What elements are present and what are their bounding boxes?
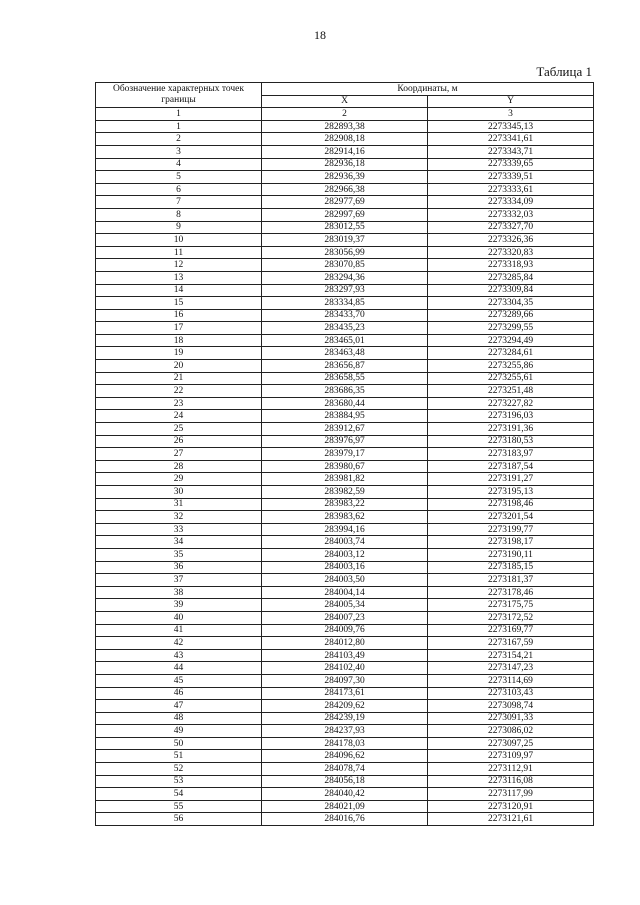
x-coordinate-cell: 284078,74 <box>262 763 428 776</box>
table-row <box>96 120 594 133</box>
point-number-cell: 27 <box>96 448 262 461</box>
table-row <box>96 599 594 612</box>
x-coordinate-cell: 283976,97 <box>262 435 428 448</box>
x-coordinate-cell: 284003,12 <box>262 548 428 561</box>
table-row <box>96 385 594 398</box>
table-row <box>96 586 594 599</box>
table-row <box>96 486 594 499</box>
point-number-cell: 41 <box>96 624 262 637</box>
x-coordinate-cell: 282908,18 <box>262 133 428 146</box>
point-number-cell: 25 <box>96 423 262 436</box>
y-coordinate-cell: 2273343,71 <box>428 145 594 158</box>
y-coordinate-cell: 2273181,37 <box>428 574 594 587</box>
x-coordinate-cell: 284096,62 <box>262 750 428 763</box>
y-coordinate-cell: 2273227,82 <box>428 397 594 410</box>
table-row <box>96 397 594 410</box>
coordinates-table <box>95 82 594 826</box>
x-coordinate-cell: 283680,44 <box>262 397 428 410</box>
table-row <box>96 347 594 360</box>
table-row <box>96 309 594 322</box>
point-number-cell: 8 <box>96 208 262 221</box>
table-row <box>96 523 594 536</box>
y-coordinate-cell: 2273294,49 <box>428 334 594 347</box>
y-coordinate-cell: 2273299,55 <box>428 322 594 335</box>
x-coordinate-cell: 284102,40 <box>262 662 428 675</box>
point-number-cell: 32 <box>96 511 262 524</box>
point-number-cell: 34 <box>96 536 262 549</box>
y-coordinate-cell: 2273154,21 <box>428 649 594 662</box>
y-coordinate-cell: 2273086,02 <box>428 725 594 738</box>
y-coordinate-cell: 2273109,97 <box>428 750 594 763</box>
table-row <box>96 133 594 146</box>
x-coordinate-cell: 283912,67 <box>262 423 428 436</box>
y-coordinate-cell: 2273112,91 <box>428 763 594 776</box>
table-caption: Таблица 1 <box>536 64 592 79</box>
point-number-cell: 31 <box>96 498 262 511</box>
point-number-cell: 18 <box>96 334 262 347</box>
x-coordinate-cell: 284021,09 <box>262 800 428 813</box>
y-coordinate-cell: 2273147,23 <box>428 662 594 675</box>
y-coordinate-cell: 2273116,08 <box>428 775 594 788</box>
point-number-cell: 35 <box>96 548 262 561</box>
y-coordinate-cell: 2273178,46 <box>428 586 594 599</box>
point-number-cell: 39 <box>96 599 262 612</box>
point-number-cell: 42 <box>96 637 262 650</box>
x-coordinate-cell: 283980,67 <box>262 460 428 473</box>
y-header: Y <box>428 95 594 108</box>
point-number-cell: 11 <box>96 246 262 259</box>
y-coordinate-cell: 2273180,53 <box>428 435 594 448</box>
table-row <box>96 498 594 511</box>
table-row <box>96 423 594 436</box>
table-row <box>96 410 594 423</box>
table-row <box>96 763 594 776</box>
point-number-cell: 6 <box>96 183 262 196</box>
y-coordinate-cell: 2273345,13 <box>428 120 594 133</box>
x-coordinate-cell: 282893,38 <box>262 120 428 133</box>
x-coordinate-cell: 282966,38 <box>262 183 428 196</box>
y-coordinate-cell: 2273255,86 <box>428 360 594 373</box>
point-number-cell: 2 <box>96 133 262 146</box>
y-coordinate-cell: 2273097,25 <box>428 737 594 750</box>
table-row <box>96 259 594 272</box>
table-row <box>96 561 594 574</box>
point-number-cell: 10 <box>96 234 262 247</box>
y-coordinate-cell: 2273191,36 <box>428 423 594 436</box>
point-number-cell: 24 <box>96 410 262 423</box>
y-coordinate-cell: 2273255,61 <box>428 372 594 385</box>
y-coordinate-cell: 2273341,61 <box>428 133 594 146</box>
point-number-cell: 13 <box>96 271 262 284</box>
table-row <box>96 473 594 486</box>
x-coordinate-cell: 282997,69 <box>262 208 428 221</box>
x-coordinate-cell: 284173,61 <box>262 687 428 700</box>
table-row <box>96 662 594 675</box>
x-header: X <box>262 95 428 108</box>
y-coordinate-cell: 2273191,27 <box>428 473 594 486</box>
table-row <box>96 548 594 561</box>
y-coordinate-cell: 2273185,15 <box>428 561 594 574</box>
x-coordinate-cell: 282977,69 <box>262 196 428 209</box>
y-coordinate-cell: 2273320,83 <box>428 246 594 259</box>
y-coordinate-cell: 2273201,54 <box>428 511 594 524</box>
y-coordinate-cell: 2273198,46 <box>428 498 594 511</box>
x-coordinate-cell: 284003,50 <box>262 574 428 587</box>
table-row <box>96 737 594 750</box>
point-designation-header: Обозначение характерных точек границы <box>96 83 262 108</box>
x-coordinate-cell: 284040,42 <box>262 788 428 801</box>
y-coordinate-cell: 2273318,93 <box>428 259 594 272</box>
point-number-cell: 23 <box>96 397 262 410</box>
y-coordinate-cell: 2273304,35 <box>428 297 594 310</box>
x-coordinate-cell: 283012,55 <box>262 221 428 234</box>
point-number-cell: 52 <box>96 763 262 776</box>
point-number-cell: 15 <box>96 297 262 310</box>
header-row-1 <box>96 83 594 96</box>
point-number-cell: 28 <box>96 460 262 473</box>
point-number-cell: 9 <box>96 221 262 234</box>
x-coordinate-cell: 283070,85 <box>262 259 428 272</box>
y-coordinate-cell: 2273334,09 <box>428 196 594 209</box>
x-coordinate-cell: 284007,23 <box>262 611 428 624</box>
x-coordinate-cell: 284097,30 <box>262 674 428 687</box>
y-coordinate-cell: 2273169,77 <box>428 624 594 637</box>
x-coordinate-cell: 283981,82 <box>262 473 428 486</box>
x-coordinate-cell: 282914,16 <box>262 145 428 158</box>
x-coordinate-cell: 283982,59 <box>262 486 428 499</box>
table-row <box>96 574 594 587</box>
table-row <box>96 611 594 624</box>
point-number-cell: 48 <box>96 712 262 725</box>
column-number-1: 1 <box>96 108 262 121</box>
x-coordinate-cell: 283334,85 <box>262 297 428 310</box>
x-coordinate-cell: 284003,16 <box>262 561 428 574</box>
point-number-cell: 30 <box>96 486 262 499</box>
y-coordinate-cell: 2273120,91 <box>428 800 594 813</box>
point-number-cell: 5 <box>96 171 262 184</box>
point-number-cell: 22 <box>96 385 262 398</box>
y-coordinate-cell: 2273327,70 <box>428 221 594 234</box>
x-coordinate-cell: 283433,70 <box>262 309 428 322</box>
x-coordinate-cell: 282936,18 <box>262 158 428 171</box>
x-coordinate-cell: 284003,74 <box>262 536 428 549</box>
table-row <box>96 687 594 700</box>
table-row <box>96 750 594 763</box>
x-coordinate-cell: 283435,23 <box>262 322 428 335</box>
point-number-cell: 16 <box>96 309 262 322</box>
table-row <box>96 536 594 549</box>
x-coordinate-cell: 284056,18 <box>262 775 428 788</box>
coordinates-header: Координаты, м <box>262 83 594 96</box>
coordinates-body <box>96 120 594 825</box>
table-row <box>96 360 594 373</box>
point-number-cell: 36 <box>96 561 262 574</box>
point-number-cell: 29 <box>96 473 262 486</box>
table-row <box>96 800 594 813</box>
y-coordinate-cell: 2273195,13 <box>428 486 594 499</box>
point-number-cell: 56 <box>96 813 262 826</box>
y-coordinate-cell: 2273339,65 <box>428 158 594 171</box>
point-number-cell: 19 <box>96 347 262 360</box>
x-coordinate-cell: 282936,39 <box>262 171 428 184</box>
x-coordinate-cell: 283979,17 <box>262 448 428 461</box>
y-coordinate-cell: 2273332,03 <box>428 208 594 221</box>
y-coordinate-cell: 2273199,77 <box>428 523 594 536</box>
x-coordinate-cell: 283465,01 <box>262 334 428 347</box>
x-coordinate-cell: 284209,62 <box>262 700 428 713</box>
column-number-3: 3 <box>428 108 594 121</box>
table-row <box>96 725 594 738</box>
table-row <box>96 208 594 221</box>
table-row <box>96 712 594 725</box>
table-row <box>96 511 594 524</box>
table-row <box>96 171 594 184</box>
table-row <box>96 158 594 171</box>
x-coordinate-cell: 284016,76 <box>262 813 428 826</box>
table-row <box>96 234 594 247</box>
y-coordinate-cell: 2273309,84 <box>428 284 594 297</box>
column-number-2: 2 <box>262 108 428 121</box>
x-coordinate-cell: 283658,55 <box>262 372 428 385</box>
y-coordinate-cell: 2273117,99 <box>428 788 594 801</box>
point-number-cell: 38 <box>96 586 262 599</box>
x-coordinate-cell: 283019,37 <box>262 234 428 247</box>
x-coordinate-cell: 284009,76 <box>262 624 428 637</box>
x-coordinate-cell: 283056,99 <box>262 246 428 259</box>
y-coordinate-cell: 2273167,59 <box>428 637 594 650</box>
point-number-cell: 47 <box>96 700 262 713</box>
y-coordinate-cell: 2273098,74 <box>428 700 594 713</box>
point-number-cell: 45 <box>96 674 262 687</box>
x-coordinate-cell: 284237,93 <box>262 725 428 738</box>
y-coordinate-cell: 2273196,03 <box>428 410 594 423</box>
x-coordinate-cell: 283983,62 <box>262 511 428 524</box>
y-coordinate-cell: 2273172,52 <box>428 611 594 624</box>
x-coordinate-cell: 283463,48 <box>262 347 428 360</box>
table-row <box>96 372 594 385</box>
page-number: 18 <box>314 28 326 42</box>
y-coordinate-cell: 2273251,48 <box>428 385 594 398</box>
table-row <box>96 637 594 650</box>
point-number-cell: 37 <box>96 574 262 587</box>
point-number-cell: 21 <box>96 372 262 385</box>
table-row <box>96 145 594 158</box>
table-row <box>96 221 594 234</box>
x-coordinate-cell: 283656,87 <box>262 360 428 373</box>
y-coordinate-cell: 2273333,61 <box>428 183 594 196</box>
y-coordinate-cell: 2273339,51 <box>428 171 594 184</box>
point-number-cell: 54 <box>96 788 262 801</box>
point-number-cell: 3 <box>96 145 262 158</box>
point-number-cell: 14 <box>96 284 262 297</box>
x-coordinate-cell: 283686,35 <box>262 385 428 398</box>
table-row <box>96 297 594 310</box>
y-coordinate-cell: 2273183,97 <box>428 448 594 461</box>
y-coordinate-cell: 2273187,54 <box>428 460 594 473</box>
y-coordinate-cell: 2273121,61 <box>428 813 594 826</box>
x-coordinate-cell: 283294,36 <box>262 271 428 284</box>
point-number-cell: 55 <box>96 800 262 813</box>
x-coordinate-cell: 284103,49 <box>262 649 428 662</box>
table-row <box>96 271 594 284</box>
x-coordinate-cell: 284178,03 <box>262 737 428 750</box>
table-row <box>96 788 594 801</box>
table-row <box>96 460 594 473</box>
table-row <box>96 649 594 662</box>
point-number-cell: 1 <box>96 120 262 133</box>
y-coordinate-cell: 2273175,75 <box>428 599 594 612</box>
point-number-cell: 43 <box>96 649 262 662</box>
point-number-cell: 20 <box>96 360 262 373</box>
y-coordinate-cell: 2273091,33 <box>428 712 594 725</box>
point-number-cell: 26 <box>96 435 262 448</box>
y-coordinate-cell: 2273103,43 <box>428 687 594 700</box>
table-row <box>96 624 594 637</box>
table-row <box>96 448 594 461</box>
y-coordinate-cell: 2273114,69 <box>428 674 594 687</box>
y-coordinate-cell: 2273284,61 <box>428 347 594 360</box>
point-number-cell: 50 <box>96 737 262 750</box>
table-row <box>96 284 594 297</box>
point-number-cell: 40 <box>96 611 262 624</box>
point-number-cell: 33 <box>96 523 262 536</box>
y-coordinate-cell: 2273326,36 <box>428 234 594 247</box>
x-coordinate-cell: 284012,80 <box>262 637 428 650</box>
x-coordinate-cell: 283884,95 <box>262 410 428 423</box>
table-row <box>96 334 594 347</box>
y-coordinate-cell: 2273285,84 <box>428 271 594 284</box>
point-number-cell: 12 <box>96 259 262 272</box>
y-coordinate-cell: 2273198,17 <box>428 536 594 549</box>
table-row <box>96 435 594 448</box>
table-row <box>96 674 594 687</box>
table-row <box>96 813 594 826</box>
table-row <box>96 322 594 335</box>
x-coordinate-cell: 283297,93 <box>262 284 428 297</box>
x-coordinate-cell: 283983,22 <box>262 498 428 511</box>
column-number-row <box>96 108 594 121</box>
y-coordinate-cell: 2273190,11 <box>428 548 594 561</box>
point-number-cell: 4 <box>96 158 262 171</box>
x-coordinate-cell: 284004,14 <box>262 586 428 599</box>
point-number-cell: 7 <box>96 196 262 209</box>
table-row <box>96 700 594 713</box>
table-row <box>96 775 594 788</box>
point-number-cell: 49 <box>96 725 262 738</box>
table-row <box>96 246 594 259</box>
x-coordinate-cell: 283994,16 <box>262 523 428 536</box>
y-coordinate-cell: 2273289,66 <box>428 309 594 322</box>
point-number-cell: 44 <box>96 662 262 675</box>
point-number-cell: 17 <box>96 322 262 335</box>
table-row <box>96 183 594 196</box>
point-number-cell: 51 <box>96 750 262 763</box>
x-coordinate-cell: 284239,19 <box>262 712 428 725</box>
point-number-cell: 53 <box>96 775 262 788</box>
table-row <box>96 196 594 209</box>
x-coordinate-cell: 284005,34 <box>262 599 428 612</box>
point-number-cell: 46 <box>96 687 262 700</box>
